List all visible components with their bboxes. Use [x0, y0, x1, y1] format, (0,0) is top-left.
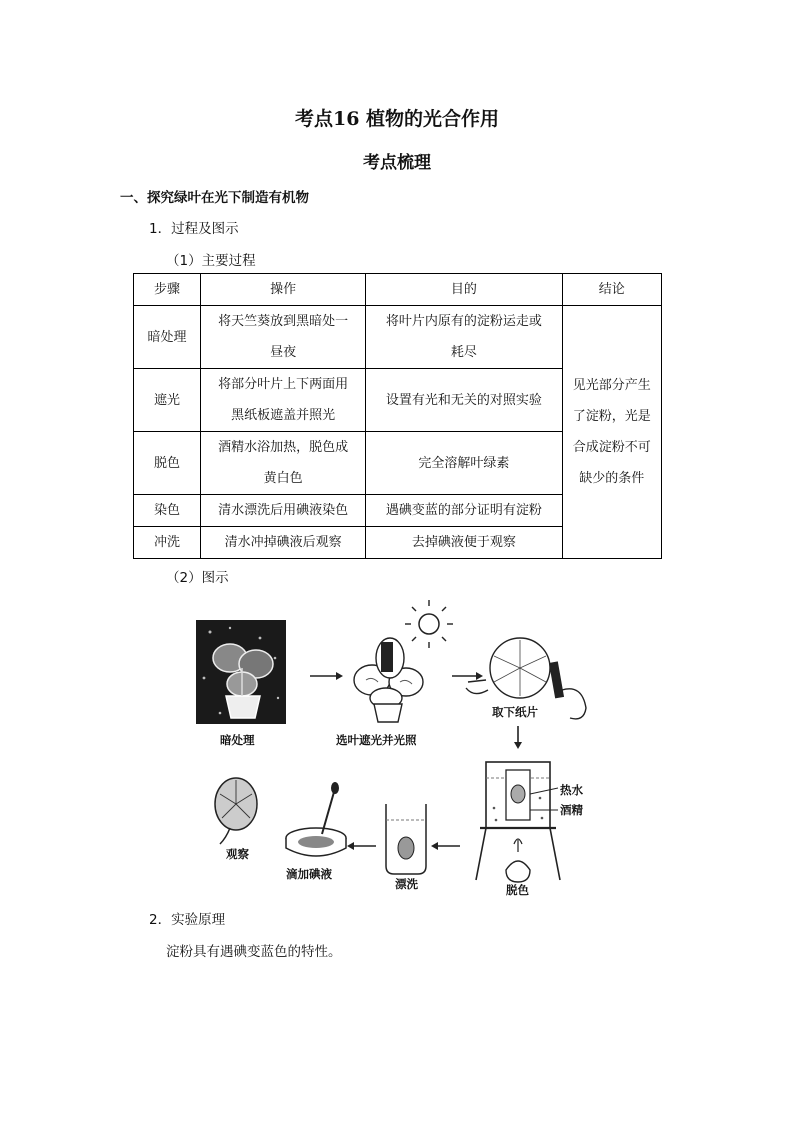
- iodine-dish-illustration: [286, 782, 346, 856]
- operation-cell: 清水漂洗后用碘液染色: [200, 495, 365, 527]
- experiment-figure: [190, 598, 610, 898]
- cell-line: 将天竺葵放到黑暗处一: [218, 314, 349, 329]
- cell-line: 耗尽: [450, 345, 477, 360]
- item-heading-process: 1．过程及图示: [149, 221, 239, 237]
- label-dark: 暗处理: [220, 733, 255, 747]
- observe-leaf-illustration: [215, 778, 257, 844]
- page-title: 考点16 植物的光合作用: [294, 108, 500, 130]
- conclusion-cell: [562, 306, 661, 559]
- table-header-row: [134, 274, 662, 306]
- cell-line: 昼夜: [270, 345, 297, 360]
- table-header: 操作: [200, 274, 365, 306]
- cell-line: 见光部分产生: [572, 378, 651, 393]
- principle-text: 淀粉具有遇碘变蓝色的特性。: [166, 944, 342, 960]
- purpose-cell: 完全溶解叶绿素: [366, 432, 562, 495]
- purpose-cell: 设置有光和无关的对照实验: [366, 369, 562, 432]
- cell-line: 黄白色: [263, 471, 303, 486]
- table-header: 目的: [366, 274, 562, 306]
- purpose-cell: [366, 306, 562, 369]
- section-heading: 一、探究绿叶在光下制造有机物: [120, 190, 309, 206]
- label-decolor: 脱色: [506, 883, 529, 897]
- subheading-figure: （2）图示: [166, 570, 229, 586]
- cell-line: 了淀粉，光是: [572, 409, 651, 424]
- cell-line: 酒精水浴加热，脱色成: [218, 440, 349, 455]
- arrow-down-icon: [514, 726, 522, 749]
- process-table: [133, 273, 662, 559]
- cell-line: 将叶片内原有的淀粉运走或: [385, 314, 542, 329]
- item-heading-principle: 2．实验原理: [149, 912, 226, 928]
- purpose-cell: 遇碘变蓝的部分证明有淀粉: [366, 495, 562, 527]
- cell-line: 缺少的条件: [579, 471, 645, 486]
- label-observe: 观察: [226, 847, 249, 861]
- label-shade: 选叶遮光并光照: [336, 733, 417, 747]
- arrow-left-icon: [347, 842, 376, 850]
- label-alcohol: 酒精: [560, 803, 583, 817]
- arrow-icon: [310, 672, 343, 680]
- table-header: 步骤: [134, 274, 201, 306]
- dark-treatment-illustration: [196, 620, 286, 724]
- shaded-plant-illustration: [354, 600, 453, 722]
- operation-cell: [200, 306, 365, 369]
- step-cell: 暗处理: [134, 306, 201, 369]
- step-cell: 染色: [134, 495, 201, 527]
- operation-cell: 清水冲掉碘液后观察: [200, 527, 365, 559]
- subheading-main-process: （1）主要过程: [166, 253, 256, 269]
- cell-line: 合成淀粉不可: [572, 440, 651, 455]
- page-subtitle: 考点梳理: [363, 153, 431, 173]
- step-cell: 冲洗: [134, 527, 201, 559]
- label-remove: 取下纸片: [492, 705, 538, 719]
- rinse-beaker-illustration: [386, 804, 426, 874]
- step-cell: 脱色: [134, 432, 201, 495]
- table-header: 结论: [562, 274, 661, 306]
- arrow-left-icon: [431, 842, 460, 850]
- operation-cell: [200, 369, 365, 432]
- step-cell: 遮光: [134, 369, 201, 432]
- operation-cell: [200, 432, 365, 495]
- decolor-apparatus-illustration: [476, 762, 560, 882]
- label-iodine: 滴加碘液: [286, 867, 332, 881]
- arrow-icon: [452, 672, 483, 680]
- label-rinse: 漂洗: [395, 877, 418, 891]
- cell-line: 将部分叶片上下两面用: [218, 377, 349, 392]
- label-hot-water: 热水: [560, 783, 583, 797]
- purpose-cell: 去掉碘液便于观察: [366, 527, 562, 559]
- cell-line: 黑纸板遮盖并照光: [231, 408, 336, 423]
- table-row: [134, 306, 662, 369]
